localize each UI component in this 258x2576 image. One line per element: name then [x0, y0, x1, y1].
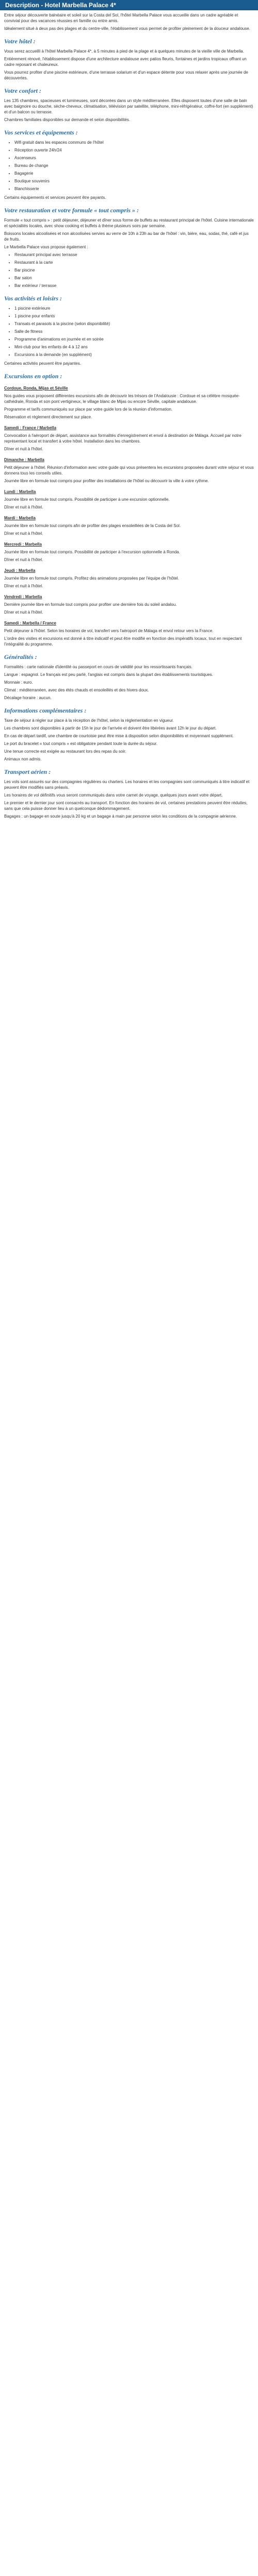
paragraph: Animaux non admis.	[4, 757, 42, 761]
list-item: • Blanchisserie	[14, 186, 254, 192]
list-item: • Salle de fitness	[14, 329, 254, 334]
list-item: • Réception ouverte 24h/24	[14, 147, 254, 153]
paragraph: Formalités : carte nationale d'identité ou passeport en cours de validité pour les ressortissants français.	[4, 665, 192, 669]
day-paragraph: Dîner et nuit à l'hôtel.	[4, 557, 43, 562]
day-paragraph: Dîner et nuit à l'hôtel.	[4, 505, 43, 510]
restauration-section	[4, 217, 254, 289]
intro-paragraph: Entre séjour découverte balnéaire et soleil sur la Costa del Sol, l'hôtel Marbella Palace vous accueille dans un cadre agréable et convivial pour des vacances réussies en famille ou entre amis.	[4, 13, 238, 23]
day-paragraph: Convocation à l'aéroport de départ, assistance aux formalités d'enregistrement et envol à destination de Málaga. Accueil par notre représentant local et transfert à votre hôtel. Installation dans les chambres.	[4, 433, 241, 444]
list-item: • Bar piscine	[14, 267, 254, 273]
section-title-generalites: Généralités :	[4, 653, 37, 660]
day-title: Mercredi : Marbella	[4, 542, 42, 547]
section-title-activites: Vos activités et loisirs :	[4, 295, 62, 302]
paragraph: Monnaie : euro.	[4, 680, 33, 685]
list-item: • Restaurant à la carte	[14, 260, 254, 265]
paragraph: Chambres familiales disponibles sur demande et selon disponibilités.	[4, 117, 131, 122]
intro-section	[4, 12, 254, 31]
list-item: • Wifi gratuit dans les espaces communs de l'hôtel	[14, 140, 254, 145]
section-title-votre-hotel: Votre hôtel :	[4, 38, 36, 45]
paragraph: Programme et tarifs communiqués sur place par votre guide lors de la réunion d'information.	[4, 407, 173, 412]
intro-paragraph: Idéalement situé à deux pas des plages et du centre-ville, l'établissement vous permet de profiter pleinement de la douceur andalouse.	[4, 26, 250, 31]
section-title-services: Vos services et équipements :	[4, 129, 78, 136]
day-paragraph: Petit déjeuner à l'hôtel. Réunion d'information avec votre guide qui vous présentera les excursions proposées durant votre séjour et vous donnera tous les conseils utiles.	[4, 465, 254, 476]
activites-section	[4, 306, 254, 366]
day-paragraph: Dîner et nuit à l'hôtel.	[4, 610, 43, 615]
paragraph: Langue : espagnol. Le français est peu parlé, l'anglais est compris dans la plupart des établissements touristiques.	[4, 672, 213, 677]
services-list	[4, 140, 254, 192]
paragraph: Les vols sont assurés sur des compagnies régulières ou charters. Les horaires et les compagnies sont communiqués à titre indicatif et peuvent être modifiés sans préavis.	[4, 779, 250, 790]
votre-confort-section	[4, 98, 254, 123]
section-title-restauration: Votre restauration et votre formule « tout compris » :	[4, 207, 139, 214]
day-paragraph: Dîner et nuit à l'hôtel.	[4, 447, 43, 451]
day-paragraph: Journée libre en formule tout compris afin de profiter des plages ensoleillées de la Costa del Sol.	[4, 523, 181, 528]
paragraph: Le port du bracelet « tout compris » est obligatoire pendant toute la durée du séjour.	[4, 741, 158, 746]
day-title: Dimanche : Marbella	[4, 457, 44, 462]
activites-list	[4, 306, 254, 358]
excursions-subtitle: Cordoue, Ronda, Mijas et Séville	[4, 386, 68, 391]
day-paragraph: Journée libre en formule tout compris pour profiter des installations de l'hôtel ou découvrir la ville à votre rythme.	[4, 479, 209, 483]
list-item: • Mini-club pour les enfants de 4 à 12 ans	[14, 344, 254, 350]
paragraph: Les chambres sont disponibles à partir de 15h le jour de l'arrivée et doivent être libérées avant 12h le jour du départ.	[4, 726, 217, 731]
services-section	[4, 140, 254, 200]
list-item: • Bagagerie	[14, 171, 254, 176]
transport-section	[4, 779, 254, 819]
paragraph: Les 135 chambres, spacieuses et lumineuses, sont décorées dans un style méditerranéen. Elles disposent toutes d'une salle de bain avec baignoire ou douche, sèche-cheveux, climatisation, télévision par satellite, téléphone, mini-réfrigérateur, coffre-fort (en supplément) et d'un balcon ou terrasse.	[4, 98, 253, 114]
day-paragraph: Journée libre en formule tout compris. Possibilité de participer à une excursion optionnelle.	[4, 497, 170, 502]
paragraph: Climat : méditerranéen, avec des étés chauds et ensoleillés et des hivers doux.	[4, 688, 149, 692]
list-item: • Transats et parasols à la piscine (selon disponibilité)	[14, 321, 254, 327]
list-item: • Excursions à la demande (en supplément)	[14, 352, 254, 358]
day-title: Lundi : Marbella	[4, 489, 36, 494]
list-item: • 1 piscine extérieure	[14, 306, 254, 311]
paragraph: Une tenue correcte est exigée au restaurant lors des repas du soir.	[4, 749, 126, 754]
description-content	[0, 10, 258, 833]
paragraph: Les horaires de vol définitifs vous seront communiqués dans votre carnet de voyage, quelques jours avant votre départ.	[4, 793, 223, 798]
programme-section	[4, 425, 254, 647]
paragraph: Bagages : un bagage en soute jusqu'à 20 kg et un bagage à main par personne selon les conditions de la compagnie aérienne.	[4, 814, 237, 819]
section-title-transport: Transport aérien :	[4, 768, 51, 775]
list-item: • Restaurant principal avec terrasse	[14, 252, 254, 258]
day-title: Mardi : Marbella	[4, 516, 36, 520]
paragraph: Formule « tout compris » : petit déjeuner, déjeuner et dîner sous forme de buffets au restaurant principal de l'hôtel. Cuisine internationale et spécialités locales, avec show cooking et buffets à thème plusieurs soirs par semaine.	[4, 218, 254, 228]
page	[0, 0, 258, 833]
day-paragraph: Journée libre en formule tout compris. Profitez des animations proposées par l'équipe de l'hôtel.	[4, 576, 179, 581]
page-banner	[0, 0, 258, 10]
generalites-section	[4, 664, 254, 701]
paragraph: Taxe de séjour à régler sur place à la réception de l'hôtel, selon la réglementation en vigueur.	[4, 718, 174, 723]
paragraph: Le premier et le dernier jour sont consacrés au transport. En fonction des horaires de vol, certaines prestations peuvent être réduites, sans que cela puisse donner lieu à un quelconque dédommagement.	[4, 801, 248, 811]
day-paragraph: Journée libre en formule tout compris. Possibilité de participer à l'excursion optionnelle à Ronda.	[4, 550, 180, 554]
restauration-list	[4, 252, 254, 289]
paragraph: Réservation et règlement directement sur place.	[4, 415, 92, 419]
list-item: • Bar extérieur / terrasse	[14, 283, 254, 289]
section-title-votre-confort: Votre confort :	[4, 87, 41, 94]
paragraph: Le Marbella Palace vous propose également :	[4, 245, 88, 249]
services-note: Certains équipements et services peuvent être payants.	[4, 195, 106, 200]
votre-hotel-section	[4, 48, 254, 81]
activites-note: Certaines activités peuvent être payantes.	[4, 361, 81, 366]
list-item: • Bar salon	[14, 275, 254, 281]
list-item: • Ascenseurs	[14, 155, 254, 161]
paragraph: Nos guides vous proposent différentes excursions afin de découvrir les trésors de l'Andalousie : Cordoue et sa célèbre mosquée-cathédrale, Ronda et son pont vertigineux, le village blanc de Mijas ou encore Séville, capitale andalouse.	[4, 394, 240, 404]
paragraph: Boissons locales alcoolisées et non alcoolisées servies au verre de 10h à 23h au bar de l'hôtel : vin, bière, eau, sodas, thé, café et jus de fruits.	[4, 231, 249, 242]
day-paragraph: Petit déjeuner à l'hôtel. Selon les horaires de vol, transfert vers l'aéroport de Málaga et envol retour vers la France.	[4, 629, 214, 633]
paragraph: Vous serez accueilli à l'hôtel Marbella Palace 4*, à 5 minutes à pied de la plage et à quelques minutes de la vieille ville de Marbella.	[4, 49, 244, 54]
section-title-infos: Informations complémentaires :	[4, 707, 87, 714]
list-item: • Boutique souvenirs	[14, 178, 254, 184]
day-paragraph: Dernière journée libre en formule tout compris pour profiter une dernière fois du soleil andalou.	[4, 602, 177, 607]
day-paragraph: Dîner et nuit à l'hôtel.	[4, 531, 43, 536]
list-item: • Bureau de change	[14, 163, 254, 168]
section-title-excursions: Excursions en option :	[4, 372, 62, 380]
day-paragraph: Dîner et nuit à l'hôtel.	[4, 584, 43, 588]
day-title: Jeudi : Marbella	[4, 568, 36, 573]
paragraph: En cas de départ tardif, une chambre de courtoisie peut être mise à disposition selon disponibilités et moyennant supplément.	[4, 734, 234, 738]
infos-section	[4, 718, 254, 762]
paragraph: Décalage horaire : aucun.	[4, 696, 52, 700]
list-item: • 1 piscine pour enfants	[14, 313, 254, 319]
excursions-section	[4, 385, 254, 420]
programme-note: L'ordre des visites et excursions est donné à titre indicatif et peut être modifié en fonction des impératifs locaux, tout en respectant l'intégralité du programme.	[4, 636, 242, 647]
page-title: Description - Hotel Marbella Palace 4*	[5, 2, 116, 9]
day-title: Samedi : France / Marbella	[4, 426, 56, 430]
paragraph: Vous pourrez profiter d'une piscine extérieure, d'une terrasse solarium et d'un espace détente pour vous relaxer après une journée de découvertes.	[4, 70, 248, 80]
day-title: Vendredi : Marbella	[4, 595, 42, 599]
list-item: • Programme d'animations en journée et en soirée	[14, 336, 254, 342]
paragraph: Entièrement rénové, l'établissement dispose d'une architecture andalouse avec patios fleuris, fontaines et jardins tropicaux offrant un cadre reposant et chaleureux.	[4, 57, 247, 67]
day-title: Samedi : Marbella / France	[4, 621, 56, 625]
